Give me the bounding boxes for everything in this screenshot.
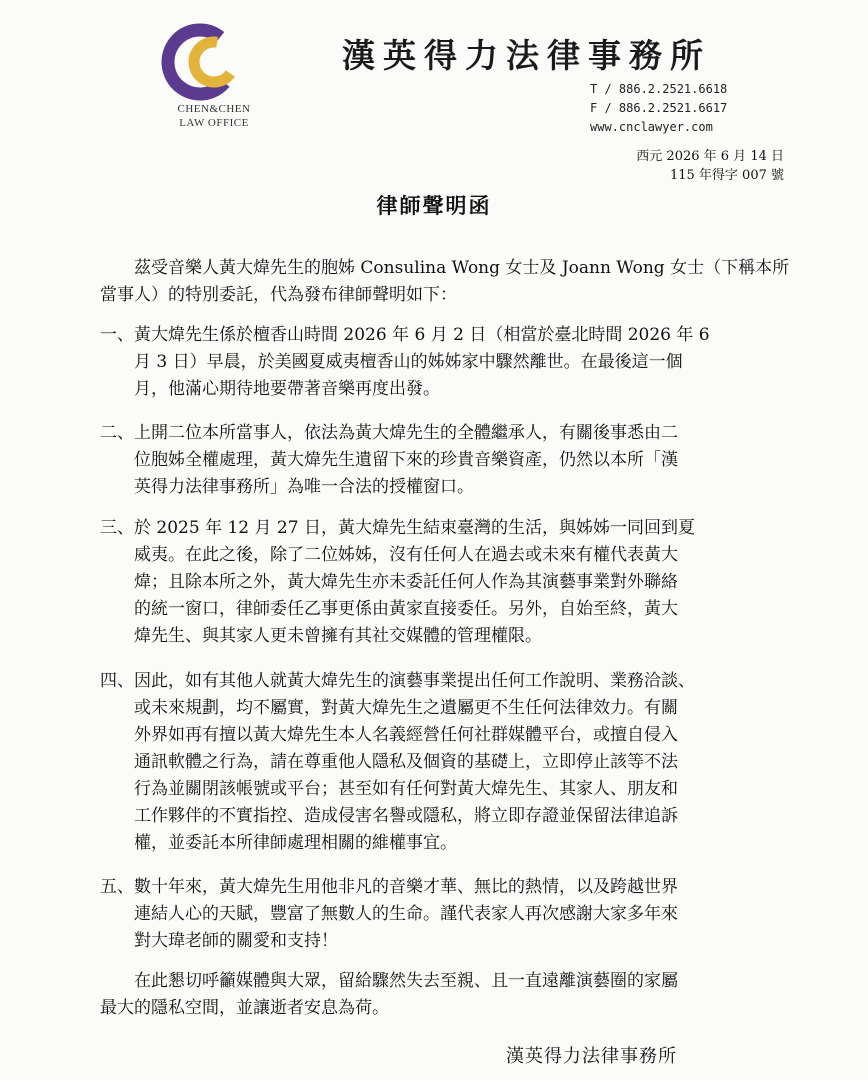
item-line: 位胞姊全權處理，黃大煒先生遺留下來的珍貴音樂資產，仍然以本所「漢 (134, 450, 678, 470)
reference-number: 115 年得字 007 號 (669, 168, 784, 183)
item-number: 二、 (100, 423, 134, 443)
logo-text (150, 102, 278, 130)
firm-name-heading: 漢英得力法律事務所 (342, 36, 711, 75)
item-line: 月 3 日）早晨，於美國夏威夷檀香山的姊姊家中驟然離世。在最後這一個 (134, 352, 683, 372)
firm-logo (150, 22, 280, 134)
item-line: 對大瑋老師的關愛和支持！ (134, 931, 338, 951)
item-line: 因此，如有其他人就黃大煒先生的演藝事業提出任何工作說明、業務洽談、 (134, 671, 695, 691)
item-line: 外界如再有擅以黃大煒先生本人名義經營任何社群媒體平台，或擅自侵入 (134, 725, 678, 745)
item-line: 權，並委託本所律師處理相關的維權事宜。 (134, 833, 457, 853)
statement-item-2 (100, 420, 678, 501)
item-number: 四、 (100, 671, 134, 691)
fax-number: F / 886.2.2521.6617 (590, 101, 728, 115)
closing-line: 在此懇切呼籲媒體與大眾，留給驟然失去至親、且一直遠離演藝圈的家屬 (134, 971, 678, 991)
item-line: 或未來規劃，均不屬實，對黃大煒先生之遺屬更不生任何法律效力。有關 (134, 698, 678, 718)
item-line: 威夷。在此之後，除了二位姊姊，沒有任何人在過去或未來有權代表黃大 (134, 545, 678, 565)
statement-item-1 (100, 322, 710, 403)
item-number: 一、 (100, 325, 134, 345)
document-title: 律師聲明函 (376, 193, 492, 218)
item-number: 三、 (100, 518, 134, 538)
website-link[interactable]: www.cnclawyer.com (590, 120, 713, 134)
item-line: 的統一窗口，律師委任乙事更係由黃家直接委任。另外，自始至終，黃大 (134, 599, 678, 619)
date-line: 西元 2026 年 6 月 14 日 (636, 149, 784, 164)
item-line: 上開二位本所當事人，依法為黃大煒先生的全體繼承人，有關後事悉由二 (134, 423, 678, 443)
item-line: 通訊軟體之行為，請在尊重他人隱私及個資的基礎上，立即停止該等不法 (134, 752, 678, 772)
item-line: 工作夥伴的不實指控、造成侵害名譽或隱私，將立即存證並保留法律追訴 (134, 806, 678, 826)
logo-emblem-icon (156, 22, 256, 102)
item-line: 英得力法律事務所」為唯一合法的授權窗口。 (134, 477, 474, 497)
document-date-block (636, 147, 784, 185)
item-line: 行為並關閉該帳號或平台；甚至如有任何對黃大煒先生、其家人、朋友和 (134, 779, 678, 799)
item-line: 連結人心的天賦，豐富了無數人的生命。謹代表家人再次感謝大家多年來 (134, 904, 678, 924)
item-line: 數十年來，黃大煒先生用他非凡的音樂才華、無比的熱情，以及跨越世界 (134, 877, 678, 897)
item-line: 煒先生、與其家人更未曾擁有其社交媒體的管理權限。 (134, 626, 542, 646)
item-line: 於 2025 年 12 月 27 日，黃大煒先生結束臺灣的生活，與姊姊一同回到夏 (134, 518, 695, 538)
statement-item-3 (100, 515, 695, 650)
signature-firm-name: 漢英得力法律事務所 (506, 1046, 677, 1067)
closing-line: 最大的隱私空間，並讓逝者安息為荷。 (100, 998, 389, 1018)
statement-item-4 (100, 668, 695, 857)
logo-text-line2: LAW OFFICE (179, 117, 249, 129)
contact-info (590, 80, 727, 137)
item-line: 煒；且除本所之外，黃大煒先生亦未委託任何人作為其演藝事業對外聯絡 (134, 572, 678, 592)
item-line: 黃大煒先生係於檀香山時間 2026 年 6 月 2 日（相當於臺北時間 2026 年 6 (134, 325, 710, 345)
logo-text-line1: CHEN&CHEN (177, 103, 251, 115)
statement-item-5 (100, 874, 678, 955)
closing-paragraph (100, 968, 678, 1022)
intro-paragraph: 茲受音樂人黃大煒先生的胞姊 Consulina Wong 女士及 Joann Wong 女士（下稱本所當事人）的特別委託，代為發布律師聲明如下： (100, 258, 790, 305)
phone-number: T / 886.2.2521.6618 (590, 82, 728, 96)
item-number: 五、 (100, 877, 134, 897)
item-line: 月，他滿心期待地要帶著音樂再度出發。 (134, 379, 440, 399)
